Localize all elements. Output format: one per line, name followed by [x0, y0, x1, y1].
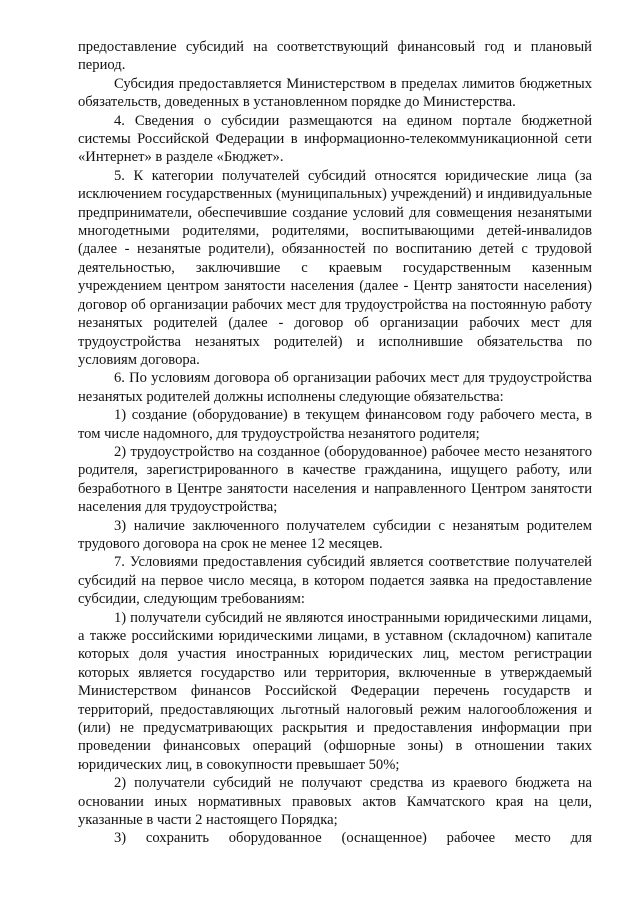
paragraph-7-item-3: 3) сохранить оборудованное (оснащенное) рабочее место для — [114, 830, 592, 847]
paragraph-4: 4. Сведения о субсидии размещаются на едином портале бюджетной системы Российской Федерации в информационно-телекоммуникационной сети «Интернет» в разделе «Бюджет». — [78, 112, 592, 166]
paragraph-6-item-1: 1) создание (оборудование) в текущем финансовом году рабочего места, в том числе надомного, для трудоустройства незанятого родителя; — [78, 407, 592, 442]
paragraph-subsidy-limits: Субсидия предоставляется Министерством в пределах лимитов бюджетных обязательств, доведенных в установленном порядке до Министерства. — [78, 75, 592, 111]
document-page — [78, 38, 592, 848]
paragraph-6-item-2: 2) трудоустройство на созданное (оборудованное) рабочее место незанятого родителя, зарегистрированного в качестве гражданина, ищущего работу, или безработного в Центре занятости населения и направленного Центром занятости населения для трудоустройства; — [78, 443, 592, 516]
paragraph-7-item-1: 1) получатели субсидий не являются иностранными юридическими лицами, а также российскими юридическими лицами, в уставном (складочном) капитале которых доля участия иностранных юридических лиц, местом регистрации которых является государство или территория, включенные в утверждаемый Министерством финансов Российской Федерации перечень государств и территорий, предоставляющих льготный налоговый режим налогообложения и (или) не предусматривающих раскрытия и предоставления информации при проведении финансовых операций (офшорные зоны) в отношении таких юридических лиц, в совокупности превышает 50%; — [78, 609, 592, 773]
paragraph-continuation: предоставление субсидий на соответствующий финансовый год и плановый период. — [78, 39, 592, 74]
paragraph-6: 6. По условиям договора об организации рабочих мест для трудоустройства незанятых родителей должны исполнены следующие обязательства: — [78, 370, 592, 405]
paragraph-6-item-3: 3) наличие заключенного получателем субсидии с незанятым родителем трудового договора на срок не менее 12 месяцев. — [78, 517, 592, 552]
paragraph-5: 5. К категории получателей субсидий относятся юридические лица (за исключением государственных (муниципальных) учреждений) и индивидуальные предприниматели, обеспечившие создание условий для совмещения незанятыми многодетными родителями, родителями, воспитывающими детей-инвалидов (далее - незанятые родители), обязанностей по воспитанию детей с трудовой деятельностью, заключившие с краевым государственным казенным учреждением центром занятости населения (далее - Центр занятости населения) договор об организации рабочих мест для трудоустройства на постоянную работу незанятых родителей (далее - договор об организации рабочих мест для трудоустройства незанятых родителей) и исполнившие обязательства по условиям договора. — [78, 167, 592, 368]
paragraph-7-item-2: 2) получатели субсидий не получают средства из краевого бюджета на основании иных нормативных правовых актов Камчатского края на цели, указанные в части 2 настоящего Порядка; — [78, 775, 592, 829]
paragraph-7: 7. Условиями предоставления субсидий является соответствие получателей субсидий на первое число месяца, в котором подается заявка на предоставление субсидии, следующим требованиям: — [78, 554, 592, 608]
